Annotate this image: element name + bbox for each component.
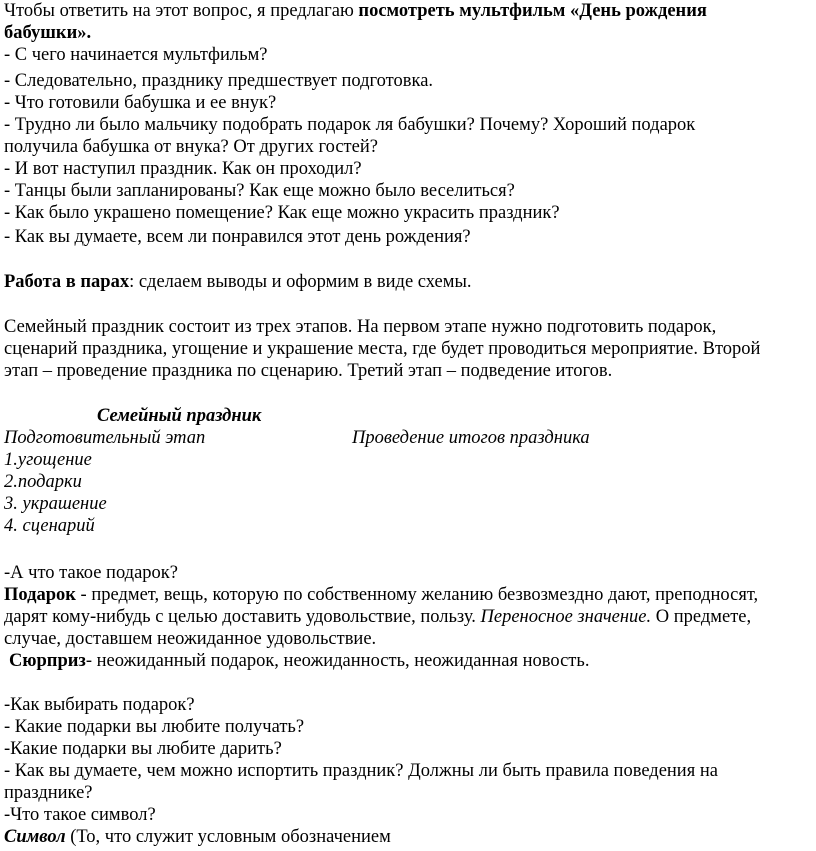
question-line: -Как выбирать подарок?: [4, 695, 195, 715]
question-line: - Как вы думаете, чем можно испортить праздник? Должны ли быть правила поведения на: [4, 761, 718, 781]
pair-work-text: : сделаем выводы и оформим в виде схемы.: [129, 272, 472, 292]
scheme-stage-preparation: Подготовительный этап: [4, 428, 206, 448]
question-line: - И вот наступил праздник. Как он проходил?: [4, 159, 362, 179]
question-line: -Что такое символ?: [4, 805, 156, 825]
intro-line-1: [4, 0, 707, 22]
question-line: празднике?: [4, 783, 93, 803]
symbol-term: Символ: [4, 827, 66, 847]
symbol-definition: Символ (То, что служит условным обозначением: [4, 827, 391, 847]
question-line: -Какие подарки вы любите дарить?: [4, 739, 282, 759]
summary-line: этап – проведение праздника по сценарию. Третий этап – подведение итогов.: [4, 361, 613, 381]
pair-work-label: Работа в парах: [4, 272, 130, 292]
pair-work-line: [4, 271, 472, 293]
gift-term: Подарок: [4, 585, 76, 605]
scheme-item: 2.подарки: [4, 472, 82, 492]
scheme-item: 1.угощение: [4, 450, 92, 470]
question-line: - Трудно ли было мальчику подобрать подарок ля бабушки? Почему? Хороший подарок: [4, 115, 696, 135]
summary-line: Семейный праздник состоит из трех этапов. На первом этапе нужно подготовить подарок,: [4, 317, 717, 337]
intro-text: Чтобы ответить на этот вопрос, я предлагаю: [4, 1, 359, 21]
question-line: - Следовательно, празднику предшествует подготовка.: [4, 71, 434, 91]
question-line: - Как было украшено помещение? Как еще можно украсить праздник?: [4, 203, 560, 223]
cartoon-title: посмотреть мультфильм «День рождения: [358, 1, 707, 21]
surprise-term: Сюрприз: [9, 651, 86, 671]
question-line: - Танцы были запланированы? Как еще можно было веселиться?: [4, 181, 515, 201]
question-line: получила бабушка от внука? От других гостей?: [4, 137, 378, 157]
question-line: - С чего начинается мультфильм?: [4, 45, 268, 65]
gift-question: -А что такое подарок?: [4, 563, 178, 583]
question-line: - Какие подарки вы любите получать?: [4, 717, 305, 737]
figurative-meaning-label: Переносное значение.: [480, 607, 652, 627]
gift-definition-line-1: Подарок - предмет, вещь, которую по собственному желанию безвозмездно дают, преподносят,: [4, 585, 759, 605]
summary-line: сценарий праздника, угощение и украшение места, где будет проводиться мероприятие. Второй: [4, 339, 761, 359]
gift-definition-line-2: дарят кому-нибудь с целью доставить удовольствие, пользу. Переносное значение. О предмете,: [4, 607, 752, 627]
gift-definition-line-3: случае, доставшем неожиданное удовольствие.: [4, 629, 377, 649]
surprise-definition: Сюрприз- неожиданный подарок, неожиданность, неожиданная новость.: [9, 651, 590, 671]
scheme-item: 4. сценарий: [4, 516, 95, 536]
question-line: - Что готовили бабушка и ее внук?: [4, 93, 277, 113]
cartoon-title-end: бабушки».: [4, 23, 92, 43]
scheme-stage-results: Проведение итогов праздника: [352, 428, 590, 448]
question-line: - Как вы думаете, всем ли понравился этот день рождения?: [4, 227, 471, 247]
scheme-item: 3. украшение: [4, 494, 107, 514]
intro-line-2: [4, 22, 91, 44]
scheme-title: Семейный праздник: [97, 406, 262, 426]
